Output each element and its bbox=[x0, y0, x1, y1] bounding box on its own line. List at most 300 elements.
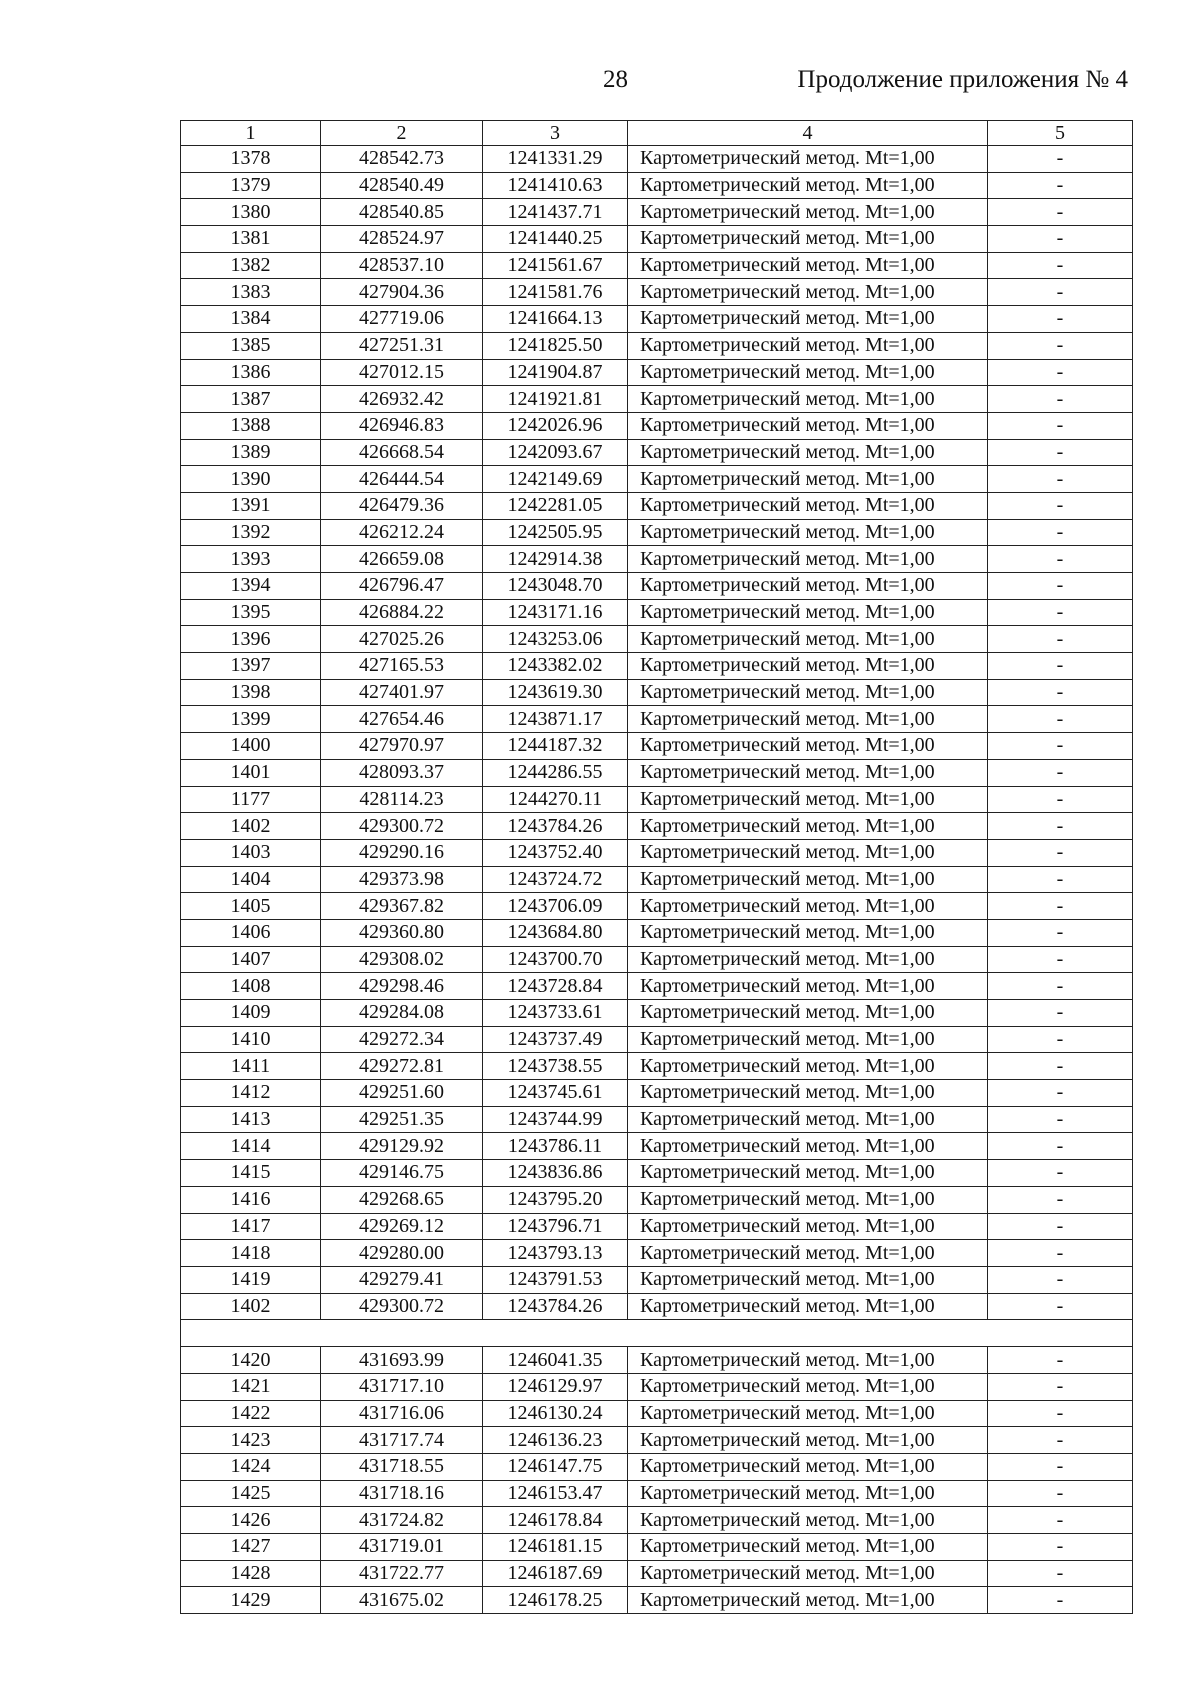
point-number-cell: 1387 bbox=[181, 386, 321, 413]
y-coordinate-cell: 1242149.69 bbox=[483, 466, 628, 493]
x-coordinate-cell: 426212.24 bbox=[321, 519, 483, 546]
group-separator-cell bbox=[181, 1320, 1133, 1347]
note-cell: - bbox=[988, 919, 1133, 946]
point-number-cell: 1428 bbox=[181, 1560, 321, 1587]
point-number-cell: 1405 bbox=[181, 893, 321, 920]
x-coordinate-cell: 429290.16 bbox=[321, 839, 483, 866]
note-cell: - bbox=[988, 946, 1133, 973]
note-cell: - bbox=[988, 1053, 1133, 1080]
column-header: 4 bbox=[628, 121, 988, 146]
table-row bbox=[181, 1587, 1133, 1614]
point-number-cell: 1393 bbox=[181, 546, 321, 573]
group-separator-row bbox=[181, 1320, 1133, 1347]
point-number-cell: 1422 bbox=[181, 1400, 321, 1427]
method-cell: Картометрический метод. Mt=1,00 bbox=[628, 946, 988, 973]
table-row bbox=[181, 172, 1133, 199]
method-cell: Картометрический метод. Mt=1,00 bbox=[628, 1400, 988, 1427]
point-number-cell: 1413 bbox=[181, 1106, 321, 1133]
note-cell: - bbox=[988, 626, 1133, 653]
y-coordinate-cell: 1243048.70 bbox=[483, 573, 628, 600]
y-coordinate-cell: 1243382.02 bbox=[483, 653, 628, 680]
note-cell: - bbox=[988, 359, 1133, 386]
y-coordinate-cell: 1243253.06 bbox=[483, 626, 628, 653]
note-cell: - bbox=[988, 252, 1133, 279]
note-cell: - bbox=[988, 813, 1133, 840]
point-number-cell: 1392 bbox=[181, 519, 321, 546]
y-coordinate-cell: 1243738.55 bbox=[483, 1053, 628, 1080]
x-coordinate-cell: 429268.65 bbox=[321, 1186, 483, 1213]
table-row bbox=[181, 813, 1133, 840]
y-coordinate-cell: 1242505.95 bbox=[483, 519, 628, 546]
y-coordinate-cell: 1241331.29 bbox=[483, 146, 628, 173]
method-cell: Картометрический метод. Mt=1,00 bbox=[628, 973, 988, 1000]
method-cell: Картометрический метод. Mt=1,00 bbox=[628, 1240, 988, 1267]
x-coordinate-cell: 431716.06 bbox=[321, 1400, 483, 1427]
table-row bbox=[181, 279, 1133, 306]
y-coordinate-cell: 1243700.70 bbox=[483, 946, 628, 973]
point-number-cell: 1417 bbox=[181, 1213, 321, 1240]
point-number-cell: 1424 bbox=[181, 1454, 321, 1481]
point-number-cell: 1378 bbox=[181, 146, 321, 173]
method-cell: Картометрический метод. Mt=1,00 bbox=[628, 679, 988, 706]
x-coordinate-cell: 426444.54 bbox=[321, 466, 483, 493]
point-number-cell: 1427 bbox=[181, 1534, 321, 1561]
note-cell: - bbox=[988, 226, 1133, 253]
point-number-cell: 1382 bbox=[181, 252, 321, 279]
point-number-cell: 1410 bbox=[181, 1026, 321, 1053]
note-cell: - bbox=[988, 412, 1133, 439]
x-coordinate-cell: 427904.36 bbox=[321, 279, 483, 306]
table-row bbox=[181, 1400, 1133, 1427]
method-cell: Картометрический метод. Mt=1,00 bbox=[628, 306, 988, 333]
table-row bbox=[181, 1213, 1133, 1240]
x-coordinate-cell: 431719.01 bbox=[321, 1534, 483, 1561]
table-row bbox=[181, 1266, 1133, 1293]
table-row bbox=[181, 893, 1133, 920]
point-number-cell: 1389 bbox=[181, 439, 321, 466]
x-coordinate-cell: 429272.81 bbox=[321, 1053, 483, 1080]
table-row bbox=[181, 546, 1133, 573]
x-coordinate-cell: 426946.83 bbox=[321, 412, 483, 439]
note-cell: - bbox=[988, 573, 1133, 600]
method-cell: Картометрический метод. Mt=1,00 bbox=[628, 733, 988, 760]
point-number-cell: 1384 bbox=[181, 306, 321, 333]
y-coordinate-cell: 1243733.61 bbox=[483, 1000, 628, 1027]
note-cell: - bbox=[988, 1427, 1133, 1454]
note-cell: - bbox=[988, 1106, 1133, 1133]
x-coordinate-cell: 428540.49 bbox=[321, 172, 483, 199]
method-cell: Картометрический метод. Mt=1,00 bbox=[628, 626, 988, 653]
coordinates-table-container bbox=[180, 120, 1132, 1614]
method-cell: Картометрический метод. Mt=1,00 bbox=[628, 279, 988, 306]
y-coordinate-cell: 1243706.09 bbox=[483, 893, 628, 920]
note-cell: - bbox=[988, 1454, 1133, 1481]
x-coordinate-cell: 429146.75 bbox=[321, 1160, 483, 1187]
method-cell: Картометрический метод. Mt=1,00 bbox=[628, 1534, 988, 1561]
method-cell: Картометрический метод. Mt=1,00 bbox=[628, 1347, 988, 1374]
note-cell: - bbox=[988, 1560, 1133, 1587]
note-cell: - bbox=[988, 1400, 1133, 1427]
table-body bbox=[181, 146, 1133, 1614]
y-coordinate-cell: 1246187.69 bbox=[483, 1560, 628, 1587]
point-number-cell: 1398 bbox=[181, 679, 321, 706]
point-number-cell: 1408 bbox=[181, 973, 321, 1000]
y-coordinate-cell: 1242281.05 bbox=[483, 492, 628, 519]
x-coordinate-cell: 429373.98 bbox=[321, 866, 483, 893]
x-coordinate-cell: 427025.26 bbox=[321, 626, 483, 653]
point-number-cell: 1412 bbox=[181, 1080, 321, 1107]
page-header bbox=[0, 66, 1200, 102]
method-cell: Картометрический метод. Mt=1,00 bbox=[628, 146, 988, 173]
method-cell: Картометрический метод. Mt=1,00 bbox=[628, 786, 988, 813]
method-cell: Картометрический метод. Mt=1,00 bbox=[628, 1560, 988, 1587]
point-number-cell: 1409 bbox=[181, 1000, 321, 1027]
y-coordinate-cell: 1243871.17 bbox=[483, 706, 628, 733]
method-cell: Картометрический метод. Mt=1,00 bbox=[628, 439, 988, 466]
table-row bbox=[181, 946, 1133, 973]
method-cell: Картометрический метод. Mt=1,00 bbox=[628, 599, 988, 626]
table-row bbox=[181, 1000, 1133, 1027]
table-row bbox=[181, 1293, 1133, 1320]
y-coordinate-cell: 1241437.71 bbox=[483, 199, 628, 226]
note-cell: - bbox=[988, 893, 1133, 920]
note-cell: - bbox=[988, 1373, 1133, 1400]
x-coordinate-cell: 431675.02 bbox=[321, 1587, 483, 1614]
x-coordinate-cell: 429360.80 bbox=[321, 919, 483, 946]
table-row bbox=[181, 1373, 1133, 1400]
point-number-cell: 1396 bbox=[181, 626, 321, 653]
table-row bbox=[181, 1053, 1133, 1080]
point-number-cell: 1421 bbox=[181, 1373, 321, 1400]
note-cell: - bbox=[988, 1507, 1133, 1534]
x-coordinate-cell: 428114.23 bbox=[321, 786, 483, 813]
table-row bbox=[181, 1427, 1133, 1454]
method-cell: Картометрический метод. Mt=1,00 bbox=[628, 359, 988, 386]
y-coordinate-cell: 1243744.99 bbox=[483, 1106, 628, 1133]
x-coordinate-cell: 426884.22 bbox=[321, 599, 483, 626]
x-coordinate-cell: 427251.31 bbox=[321, 332, 483, 359]
x-coordinate-cell: 429284.08 bbox=[321, 1000, 483, 1027]
x-coordinate-cell: 427719.06 bbox=[321, 306, 483, 333]
x-coordinate-cell: 429280.00 bbox=[321, 1240, 483, 1267]
x-coordinate-cell: 429251.60 bbox=[321, 1080, 483, 1107]
point-number-cell: 1395 bbox=[181, 599, 321, 626]
x-coordinate-cell: 429269.12 bbox=[321, 1213, 483, 1240]
x-coordinate-cell: 426932.42 bbox=[321, 386, 483, 413]
x-coordinate-cell: 431717.10 bbox=[321, 1373, 483, 1400]
point-number-cell: 1418 bbox=[181, 1240, 321, 1267]
note-cell: - bbox=[988, 679, 1133, 706]
table-row bbox=[181, 359, 1133, 386]
note-cell: - bbox=[988, 866, 1133, 893]
table-row bbox=[181, 1240, 1133, 1267]
y-coordinate-cell: 1243796.71 bbox=[483, 1213, 628, 1240]
y-coordinate-cell: 1241440.25 bbox=[483, 226, 628, 253]
note-cell: - bbox=[988, 1160, 1133, 1187]
method-cell: Картометрический метод. Mt=1,00 bbox=[628, 172, 988, 199]
page-number: 28 bbox=[603, 66, 628, 93]
y-coordinate-cell: 1243836.86 bbox=[483, 1160, 628, 1187]
method-cell: Картометрический метод. Mt=1,00 bbox=[628, 1427, 988, 1454]
y-coordinate-cell: 1246136.23 bbox=[483, 1427, 628, 1454]
y-coordinate-cell: 1241581.76 bbox=[483, 279, 628, 306]
method-cell: Картометрический метод. Mt=1,00 bbox=[628, 492, 988, 519]
y-coordinate-cell: 1241921.81 bbox=[483, 386, 628, 413]
x-coordinate-cell: 429251.35 bbox=[321, 1106, 483, 1133]
point-number-cell: 1425 bbox=[181, 1480, 321, 1507]
point-number-cell: 1414 bbox=[181, 1133, 321, 1160]
table-row bbox=[181, 1454, 1133, 1481]
point-number-cell: 1388 bbox=[181, 412, 321, 439]
x-coordinate-cell: 426659.08 bbox=[321, 546, 483, 573]
note-cell: - bbox=[988, 492, 1133, 519]
method-cell: Картометрический метод. Mt=1,00 bbox=[628, 1133, 988, 1160]
point-number-cell: 1423 bbox=[181, 1427, 321, 1454]
method-cell: Картометрический метод. Mt=1,00 bbox=[628, 919, 988, 946]
note-cell: - bbox=[988, 733, 1133, 760]
note-cell: - bbox=[988, 1480, 1133, 1507]
x-coordinate-cell: 426668.54 bbox=[321, 439, 483, 466]
method-cell: Картометрический метод. Mt=1,00 bbox=[628, 546, 988, 573]
point-number-cell: 1429 bbox=[181, 1587, 321, 1614]
method-cell: Картометрический метод. Mt=1,00 bbox=[628, 1587, 988, 1614]
x-coordinate-cell: 427970.97 bbox=[321, 733, 483, 760]
method-cell: Картометрический метод. Mt=1,00 bbox=[628, 1080, 988, 1107]
x-coordinate-cell: 427654.46 bbox=[321, 706, 483, 733]
note-cell: - bbox=[988, 1080, 1133, 1107]
table-row bbox=[181, 786, 1133, 813]
table-row bbox=[181, 1480, 1133, 1507]
y-coordinate-cell: 1246178.84 bbox=[483, 1507, 628, 1534]
y-coordinate-cell: 1244187.32 bbox=[483, 733, 628, 760]
method-cell: Картометрический метод. Mt=1,00 bbox=[628, 573, 988, 600]
y-coordinate-cell: 1246153.47 bbox=[483, 1480, 628, 1507]
method-cell: Картометрический метод. Mt=1,00 bbox=[628, 706, 988, 733]
y-coordinate-cell: 1242026.96 bbox=[483, 412, 628, 439]
method-cell: Картометрический метод. Mt=1,00 bbox=[628, 466, 988, 493]
note-cell: - bbox=[988, 1347, 1133, 1374]
point-number-cell: 1402 bbox=[181, 813, 321, 840]
point-number-cell: 1416 bbox=[181, 1186, 321, 1213]
point-number-cell: 1411 bbox=[181, 1053, 321, 1080]
y-coordinate-cell: 1241664.13 bbox=[483, 306, 628, 333]
table-header-row bbox=[181, 121, 1133, 146]
table-row bbox=[181, 1186, 1133, 1213]
y-coordinate-cell: 1246147.75 bbox=[483, 1454, 628, 1481]
y-coordinate-cell: 1243791.53 bbox=[483, 1266, 628, 1293]
x-coordinate-cell: 429300.72 bbox=[321, 813, 483, 840]
table-row bbox=[181, 653, 1133, 680]
column-header: 2 bbox=[321, 121, 483, 146]
table-row bbox=[181, 226, 1133, 253]
note-cell: - bbox=[988, 466, 1133, 493]
method-cell: Картометрический метод. Mt=1,00 bbox=[628, 1373, 988, 1400]
note-cell: - bbox=[988, 1000, 1133, 1027]
x-coordinate-cell: 428540.85 bbox=[321, 199, 483, 226]
method-cell: Картометрический метод. Mt=1,00 bbox=[628, 1026, 988, 1053]
method-cell: Картометрический метод. Mt=1,00 bbox=[628, 386, 988, 413]
table-row bbox=[181, 706, 1133, 733]
note-cell: - bbox=[988, 1587, 1133, 1614]
method-cell: Картометрический метод. Mt=1,00 bbox=[628, 1053, 988, 1080]
note-cell: - bbox=[988, 973, 1133, 1000]
x-coordinate-cell: 427165.53 bbox=[321, 653, 483, 680]
method-cell: Картометрический метод. Mt=1,00 bbox=[628, 1480, 988, 1507]
method-cell: Картометрический метод. Mt=1,00 bbox=[628, 1186, 988, 1213]
point-number-cell: 1386 bbox=[181, 359, 321, 386]
point-number-cell: 1415 bbox=[181, 1160, 321, 1187]
note-cell: - bbox=[988, 839, 1133, 866]
column-header: 3 bbox=[483, 121, 628, 146]
y-coordinate-cell: 1243795.20 bbox=[483, 1186, 628, 1213]
method-cell: Картометрический метод. Mt=1,00 bbox=[628, 332, 988, 359]
y-coordinate-cell: 1243793.13 bbox=[483, 1240, 628, 1267]
x-coordinate-cell: 429298.46 bbox=[321, 973, 483, 1000]
table-row bbox=[181, 839, 1133, 866]
point-number-cell: 1381 bbox=[181, 226, 321, 253]
note-cell: - bbox=[988, 279, 1133, 306]
point-number-cell: 1419 bbox=[181, 1266, 321, 1293]
table-row bbox=[181, 1347, 1133, 1374]
x-coordinate-cell: 431718.16 bbox=[321, 1480, 483, 1507]
note-cell: - bbox=[988, 519, 1133, 546]
note-cell: - bbox=[988, 546, 1133, 573]
x-coordinate-cell: 431693.99 bbox=[321, 1347, 483, 1374]
table-row bbox=[181, 1026, 1133, 1053]
table-row bbox=[181, 412, 1133, 439]
note-cell: - bbox=[988, 599, 1133, 626]
y-coordinate-cell: 1246130.24 bbox=[483, 1400, 628, 1427]
note-cell: - bbox=[988, 653, 1133, 680]
method-cell: Картометрический метод. Mt=1,00 bbox=[628, 866, 988, 893]
table-row bbox=[181, 519, 1133, 546]
note-cell: - bbox=[988, 1534, 1133, 1561]
x-coordinate-cell: 431724.82 bbox=[321, 1507, 483, 1534]
method-cell: Картометрический метод. Mt=1,00 bbox=[628, 1454, 988, 1481]
x-coordinate-cell: 428524.97 bbox=[321, 226, 483, 253]
y-coordinate-cell: 1243784.26 bbox=[483, 813, 628, 840]
method-cell: Картометрический метод. Mt=1,00 bbox=[628, 813, 988, 840]
y-coordinate-cell: 1241561.67 bbox=[483, 252, 628, 279]
note-cell: - bbox=[988, 332, 1133, 359]
x-coordinate-cell: 427012.15 bbox=[321, 359, 483, 386]
x-coordinate-cell: 431718.55 bbox=[321, 1454, 483, 1481]
table-row bbox=[181, 1106, 1133, 1133]
method-cell: Картометрический метод. Mt=1,00 bbox=[628, 1106, 988, 1133]
y-coordinate-cell: 1241410.63 bbox=[483, 172, 628, 199]
note-cell: - bbox=[988, 759, 1133, 786]
note-cell: - bbox=[988, 1186, 1133, 1213]
x-coordinate-cell: 427401.97 bbox=[321, 679, 483, 706]
method-cell: Картометрический метод. Mt=1,00 bbox=[628, 653, 988, 680]
table-row bbox=[181, 146, 1133, 173]
point-number-cell: 1406 bbox=[181, 919, 321, 946]
method-cell: Картометрический метод. Mt=1,00 bbox=[628, 759, 988, 786]
x-coordinate-cell: 431717.74 bbox=[321, 1427, 483, 1454]
table-row bbox=[181, 866, 1133, 893]
table-row bbox=[181, 1080, 1133, 1107]
note-cell: - bbox=[988, 439, 1133, 466]
note-cell: - bbox=[988, 146, 1133, 173]
x-coordinate-cell: 429300.72 bbox=[321, 1293, 483, 1320]
x-coordinate-cell: 426796.47 bbox=[321, 573, 483, 600]
table-row bbox=[181, 626, 1133, 653]
point-number-cell: 1379 bbox=[181, 172, 321, 199]
note-cell: - bbox=[988, 786, 1133, 813]
table-row bbox=[181, 386, 1133, 413]
table-row bbox=[181, 199, 1133, 226]
table-row bbox=[181, 573, 1133, 600]
x-coordinate-cell: 431722.77 bbox=[321, 1560, 483, 1587]
method-cell: Картометрический метод. Mt=1,00 bbox=[628, 226, 988, 253]
method-cell: Картометрический метод. Mt=1,00 bbox=[628, 839, 988, 866]
point-number-cell: 1399 bbox=[181, 706, 321, 733]
x-coordinate-cell: 426479.36 bbox=[321, 492, 483, 519]
y-coordinate-cell: 1246181.15 bbox=[483, 1534, 628, 1561]
method-cell: Картометрический метод. Mt=1,00 bbox=[628, 252, 988, 279]
y-coordinate-cell: 1241904.87 bbox=[483, 359, 628, 386]
y-coordinate-cell: 1243737.49 bbox=[483, 1026, 628, 1053]
note-cell: - bbox=[988, 172, 1133, 199]
method-cell: Картометрический метод. Mt=1,00 bbox=[628, 1160, 988, 1187]
y-coordinate-cell: 1243724.72 bbox=[483, 866, 628, 893]
table-row bbox=[181, 1560, 1133, 1587]
note-cell: - bbox=[988, 1266, 1133, 1293]
table-row bbox=[181, 679, 1133, 706]
y-coordinate-cell: 1243786.11 bbox=[483, 1133, 628, 1160]
y-coordinate-cell: 1246041.35 bbox=[483, 1347, 628, 1374]
method-cell: Картометрический метод. Mt=1,00 bbox=[628, 199, 988, 226]
table-row bbox=[181, 492, 1133, 519]
point-number-cell: 1390 bbox=[181, 466, 321, 493]
column-header: 1 bbox=[181, 121, 321, 146]
table-row bbox=[181, 759, 1133, 786]
method-cell: Картометрический метод. Mt=1,00 bbox=[628, 519, 988, 546]
table-row bbox=[181, 599, 1133, 626]
note-cell: - bbox=[988, 1213, 1133, 1240]
method-cell: Картометрический метод. Mt=1,00 bbox=[628, 1507, 988, 1534]
table-row bbox=[181, 1160, 1133, 1187]
point-number-cell: 1400 bbox=[181, 733, 321, 760]
table-row bbox=[181, 1133, 1133, 1160]
method-cell: Картометрический метод. Mt=1,00 bbox=[628, 412, 988, 439]
note-cell: - bbox=[988, 1293, 1133, 1320]
x-coordinate-cell: 428093.37 bbox=[321, 759, 483, 786]
method-cell: Картометрический метод. Mt=1,00 bbox=[628, 1293, 988, 1320]
y-coordinate-cell: 1246178.25 bbox=[483, 1587, 628, 1614]
note-cell: - bbox=[988, 1026, 1133, 1053]
point-number-cell: 1397 bbox=[181, 653, 321, 680]
point-number-cell: 1420 bbox=[181, 1347, 321, 1374]
point-number-cell: 1380 bbox=[181, 199, 321, 226]
method-cell: Картометрический метод. Mt=1,00 bbox=[628, 1266, 988, 1293]
note-cell: - bbox=[988, 706, 1133, 733]
header-title: Продолжение приложения № 4 bbox=[797, 66, 1128, 93]
x-coordinate-cell: 429367.82 bbox=[321, 893, 483, 920]
table-row bbox=[181, 1534, 1133, 1561]
point-number-cell: 1391 bbox=[181, 492, 321, 519]
x-coordinate-cell: 429279.41 bbox=[321, 1266, 483, 1293]
y-coordinate-cell: 1243619.30 bbox=[483, 679, 628, 706]
method-cell: Картометрический метод. Mt=1,00 bbox=[628, 1213, 988, 1240]
table-row bbox=[181, 466, 1133, 493]
table-row bbox=[181, 306, 1133, 333]
point-number-cell: 1394 bbox=[181, 573, 321, 600]
point-number-cell: 1177 bbox=[181, 786, 321, 813]
y-coordinate-cell: 1246129.97 bbox=[483, 1373, 628, 1400]
table-row bbox=[181, 733, 1133, 760]
note-cell: - bbox=[988, 199, 1133, 226]
